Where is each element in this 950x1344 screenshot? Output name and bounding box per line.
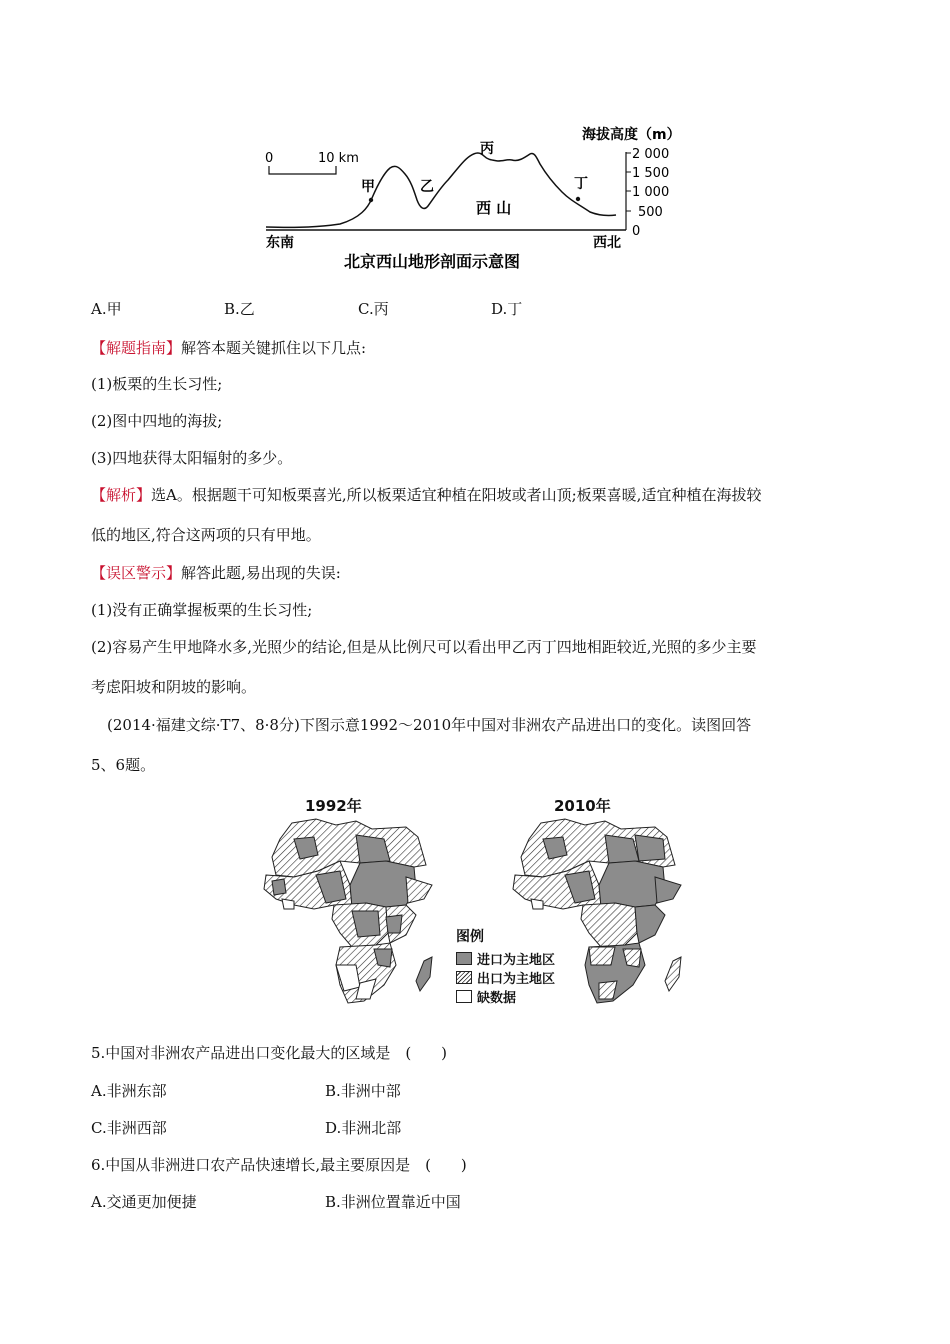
q6-stem: 6.中国从非洲进口农产品快速增长,最主要原因是 ( ) [91,1156,467,1174]
point-label: 乙 [420,179,434,195]
y-tick: 500 [638,205,663,220]
q5-stem: 5.中国对非洲农产品进出口变化最大的区域是 ( ) [91,1044,448,1062]
warning-tag: 【误区警示】 [91,564,182,582]
y-tick: 0 [632,224,641,239]
q4-option-d: D.丁 [491,300,523,318]
africa-map-1992 [256,815,446,1025]
import-swatch [456,952,472,965]
point-label: 丁 [574,176,588,192]
analysis-text: 选A。根据题干可知板栗喜光,所以板栗适宜种植在阳坡或者山顶;板栗喜暖,适宜种植在海拔较 [151,486,762,504]
warning-item: (2)容易产生甲地降水多,光照少的结论,但是从比例尺可以看出甲乙丙丁四地相距较近,光照的多少主要 [91,638,757,656]
warning-line [91,563,341,583]
point-ding [576,197,580,201]
q5-option-d: D.非洲北部 [325,1119,402,1137]
profile-figure [260,118,700,278]
legend-missing [456,987,555,1006]
y-tick: 1 500 [632,166,670,181]
guide-item: (2)图中四地的海拔; [91,412,223,430]
guide-item: (3)四地获得太阳辐射的多少。 [91,449,293,467]
export-swatch [456,971,472,984]
legend-import [456,949,555,968]
guide-item: (1)板栗的生长习性; [91,375,223,393]
profile-caption: 北京西山地形剖面示意图 [344,252,521,271]
map-year-1992: 1992年 [305,797,362,815]
point-jia [369,198,373,202]
q4-option-c: C.丙 [358,300,389,318]
point-label: 丙 [480,141,494,157]
scale-label: 10 km [318,151,359,166]
q5-option-a: A.非洲东部 [91,1082,167,1100]
legend-import-label: 进口为主地区 [477,953,556,968]
warning-item: 考虑阳坡和阴坡的影响。 [91,678,257,696]
point-label: 甲 [361,179,375,195]
y-tick: 1 000 [632,185,670,200]
map-legend [456,926,555,1006]
scale-bar [269,166,336,174]
legend-title: 图例 [456,929,484,945]
q6-option-a: A.交通更加便捷 [91,1193,197,1211]
left-direction-label: 东南 [266,235,294,251]
q4-option-a: A.甲 [91,300,122,318]
warning-text: 解答此题,易出现的失误: [181,564,341,582]
region-label: 西 山 [476,199,512,217]
q4-option-b: B.乙 [224,300,255,318]
intro-line: (2014·福建文综·T7、8·8分)下图示意1992～2010年中国对非洲农产品进出口的变化。读图回答 [107,716,752,734]
right-direction-label: 西北 [593,235,621,251]
warning-item: (1)没有正确掌握板栗的生长习性; [91,601,313,619]
y-tick: 2 000 [632,147,670,162]
legend-export [456,968,555,987]
legend-export-label: 出口为主地区 [477,972,556,987]
guide-text: 解答本题关键抓住以下几点: [181,339,367,357]
missing-swatch [456,990,472,1003]
q5-option-b: B.非洲中部 [325,1082,401,1100]
y-axis-title: 海拔高度（m） [582,127,681,143]
analysis-line [91,485,761,505]
map-year-2010: 2010年 [554,797,611,815]
guide-tag: 【解题指南】 [91,339,182,357]
analysis-line-2: 低的地区,符合这两项的只有甲地。 [91,526,321,544]
guide-line [91,338,366,358]
q5-option-c: C.非洲西部 [91,1119,167,1137]
scale-zero: 0 [265,151,274,166]
q6-option-b: B.非洲位置靠近中国 [325,1193,461,1211]
analysis-tag: 【解析】 [91,486,152,504]
legend-missing-label: 缺数据 [477,991,517,1006]
intro-line-2: 5、6题。 [91,756,156,774]
